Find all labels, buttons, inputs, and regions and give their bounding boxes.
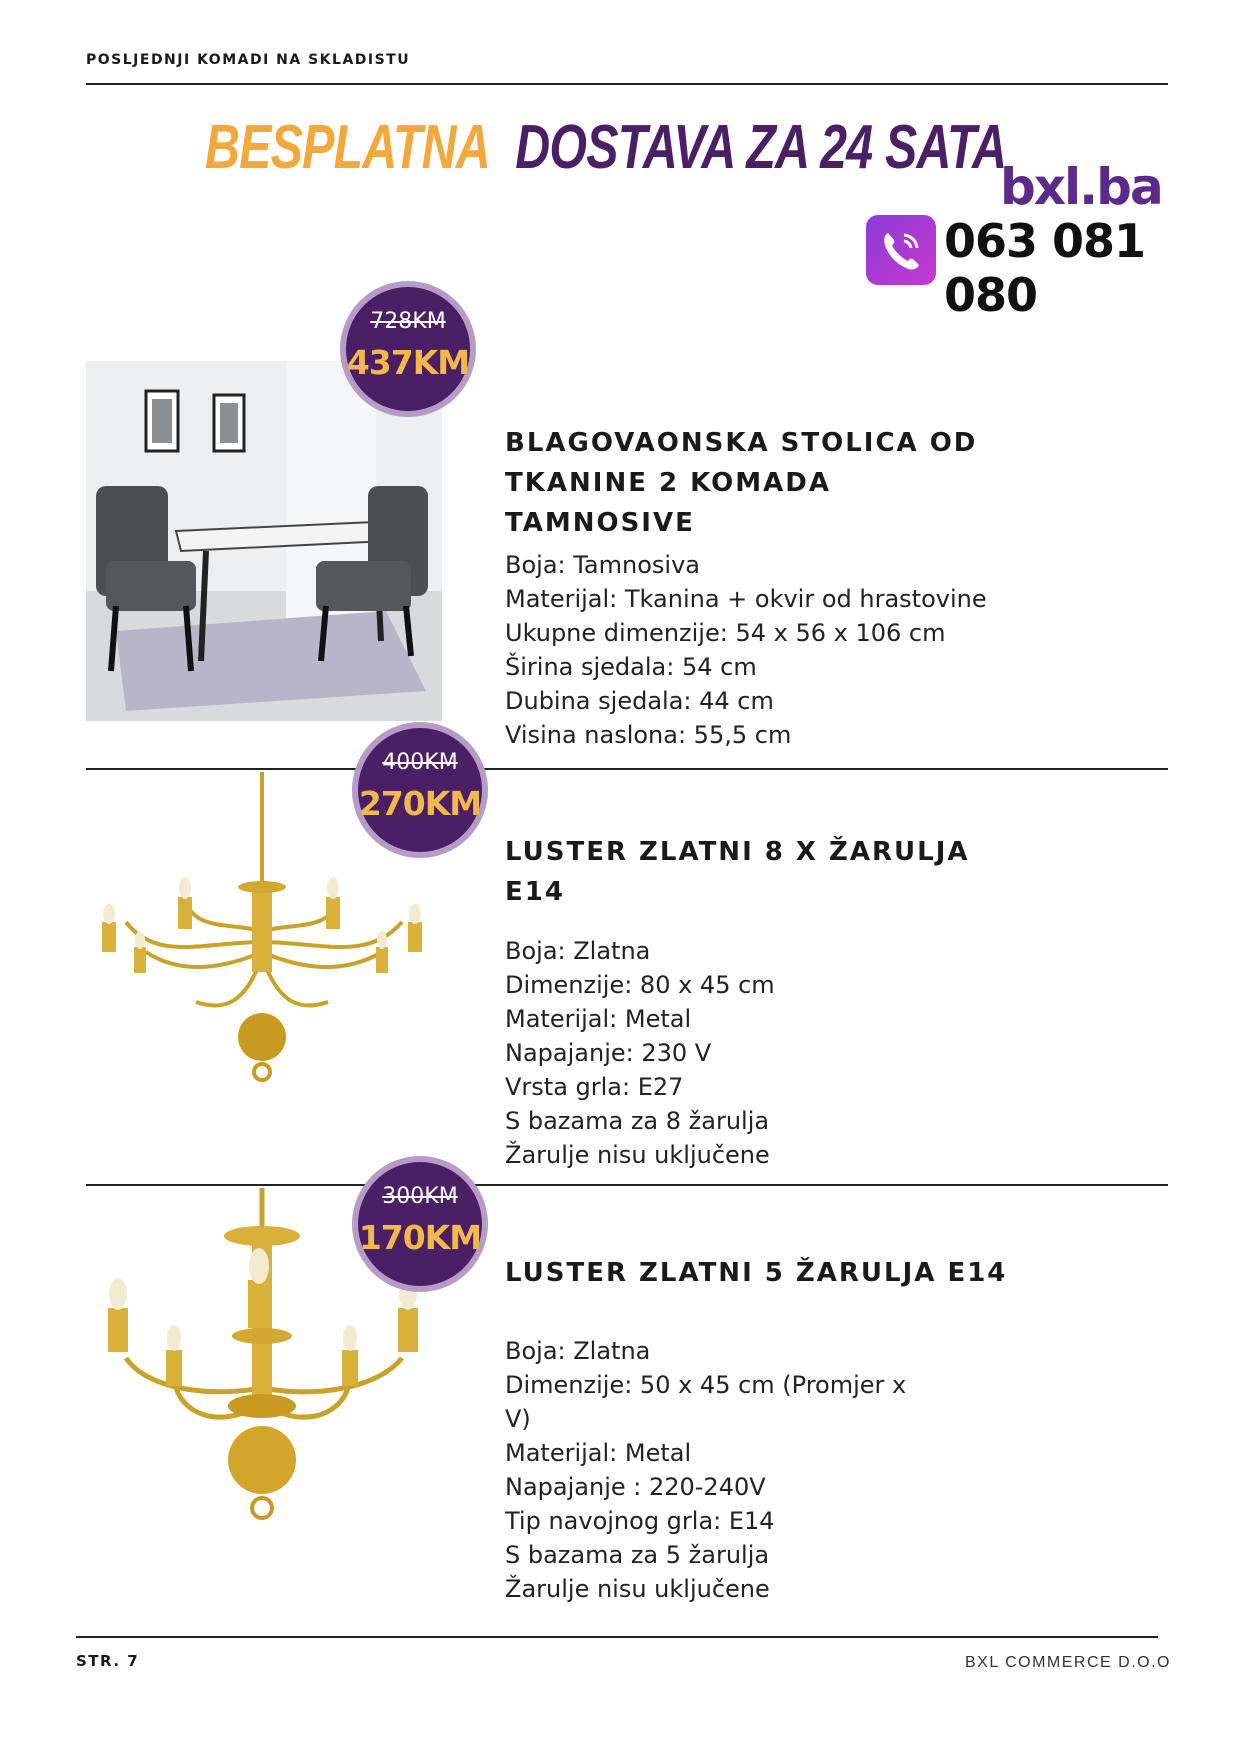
new-price: 170KM <box>358 1218 482 1257</box>
spec-line: Boja: Zlatna <box>505 937 651 965</box>
spec-line: Ukupne dimenzije: 54 x 56 x 106 cm <box>505 619 946 647</box>
brand-logo: bxl.ba <box>1000 158 1162 216</box>
new-price: 270KM <box>358 784 482 823</box>
banner-free-text: BESPLATNA <box>205 113 490 182</box>
old-price: 300KM <box>382 1184 458 1209</box>
spec-line: Tip navojnog grla: E14 <box>505 1507 775 1535</box>
price-badge <box>340 281 476 417</box>
spec-line: Žarulje nisu uključene <box>505 1575 770 1603</box>
product-divider <box>86 1184 1168 1186</box>
spec-line: Širina sjedala: 54 cm <box>505 653 757 681</box>
old-price: 728KM <box>370 309 446 334</box>
banner-delivery-text: DOSTAVA ZA 24 SATA <box>515 113 1007 182</box>
spec-line: Visina naslona: 55,5 cm <box>505 721 792 749</box>
product-specs <box>505 1334 906 1606</box>
price-badge <box>352 1156 488 1292</box>
product-title: LUSTER ZLATNI 5 ŽARULJA E14 <box>505 1258 1008 1288</box>
product-image-chairs <box>86 361 442 721</box>
product-specs <box>505 934 775 1172</box>
product-title: BLAGOVAONSKA STOLICA OD TKANINE 2 KOMADA TAMNOSIVE <box>505 428 978 538</box>
phone-number[interactable]: 063 081 080 <box>944 214 1146 322</box>
spec-line: Dimenzije: 80 x 45 cm <box>505 971 775 999</box>
spec-line: Materijal: Metal <box>505 1439 692 1467</box>
page-number: STR. 7 <box>76 1652 140 1670</box>
spec-line: Napajanje: 230 V <box>505 1039 712 1067</box>
viber-phone-icon <box>866 215 936 285</box>
spec-line: Materijal: Tkanina + okvir od hrastovine <box>505 585 987 613</box>
spec-line: S bazama za 5 žarulja <box>505 1541 770 1569</box>
spec-line: Napajanje : 220-240V <box>505 1473 766 1501</box>
company-name: BXL COMMERCE D.O.O <box>965 1654 1171 1671</box>
spec-line: Materijal: Metal <box>505 1005 692 1033</box>
spec-line: S bazama za 8 žarulja <box>505 1107 770 1135</box>
spec-line: Dubina sjedala: 44 cm <box>505 687 774 715</box>
footer-divider <box>76 1636 1158 1638</box>
spec-line: Boja: Zlatna <box>505 1337 651 1365</box>
header-divider <box>86 83 1168 85</box>
spec-line: V) <box>505 1405 531 1433</box>
product-title: LUSTER ZLATNI 8 X ŽARULJA E14 <box>505 837 970 907</box>
product-specs <box>505 548 987 752</box>
new-price: 437KM <box>346 343 470 382</box>
spec-line: Dimenzije: 50 x 45 cm (Promjer x <box>505 1371 907 1399</box>
spec-line: Žarulje nisu uključene <box>505 1141 770 1169</box>
old-price: 400KM <box>382 750 458 775</box>
section-title: POSLJEDNJI KOMADI NA SKLADISTU <box>86 52 411 68</box>
product-divider <box>86 768 1168 770</box>
delivery-banner <box>205 112 1007 183</box>
price-badge <box>352 722 488 858</box>
spec-line: Vrsta grla: E27 <box>505 1073 684 1101</box>
spec-line: Boja: Tamnosiva <box>505 551 700 579</box>
